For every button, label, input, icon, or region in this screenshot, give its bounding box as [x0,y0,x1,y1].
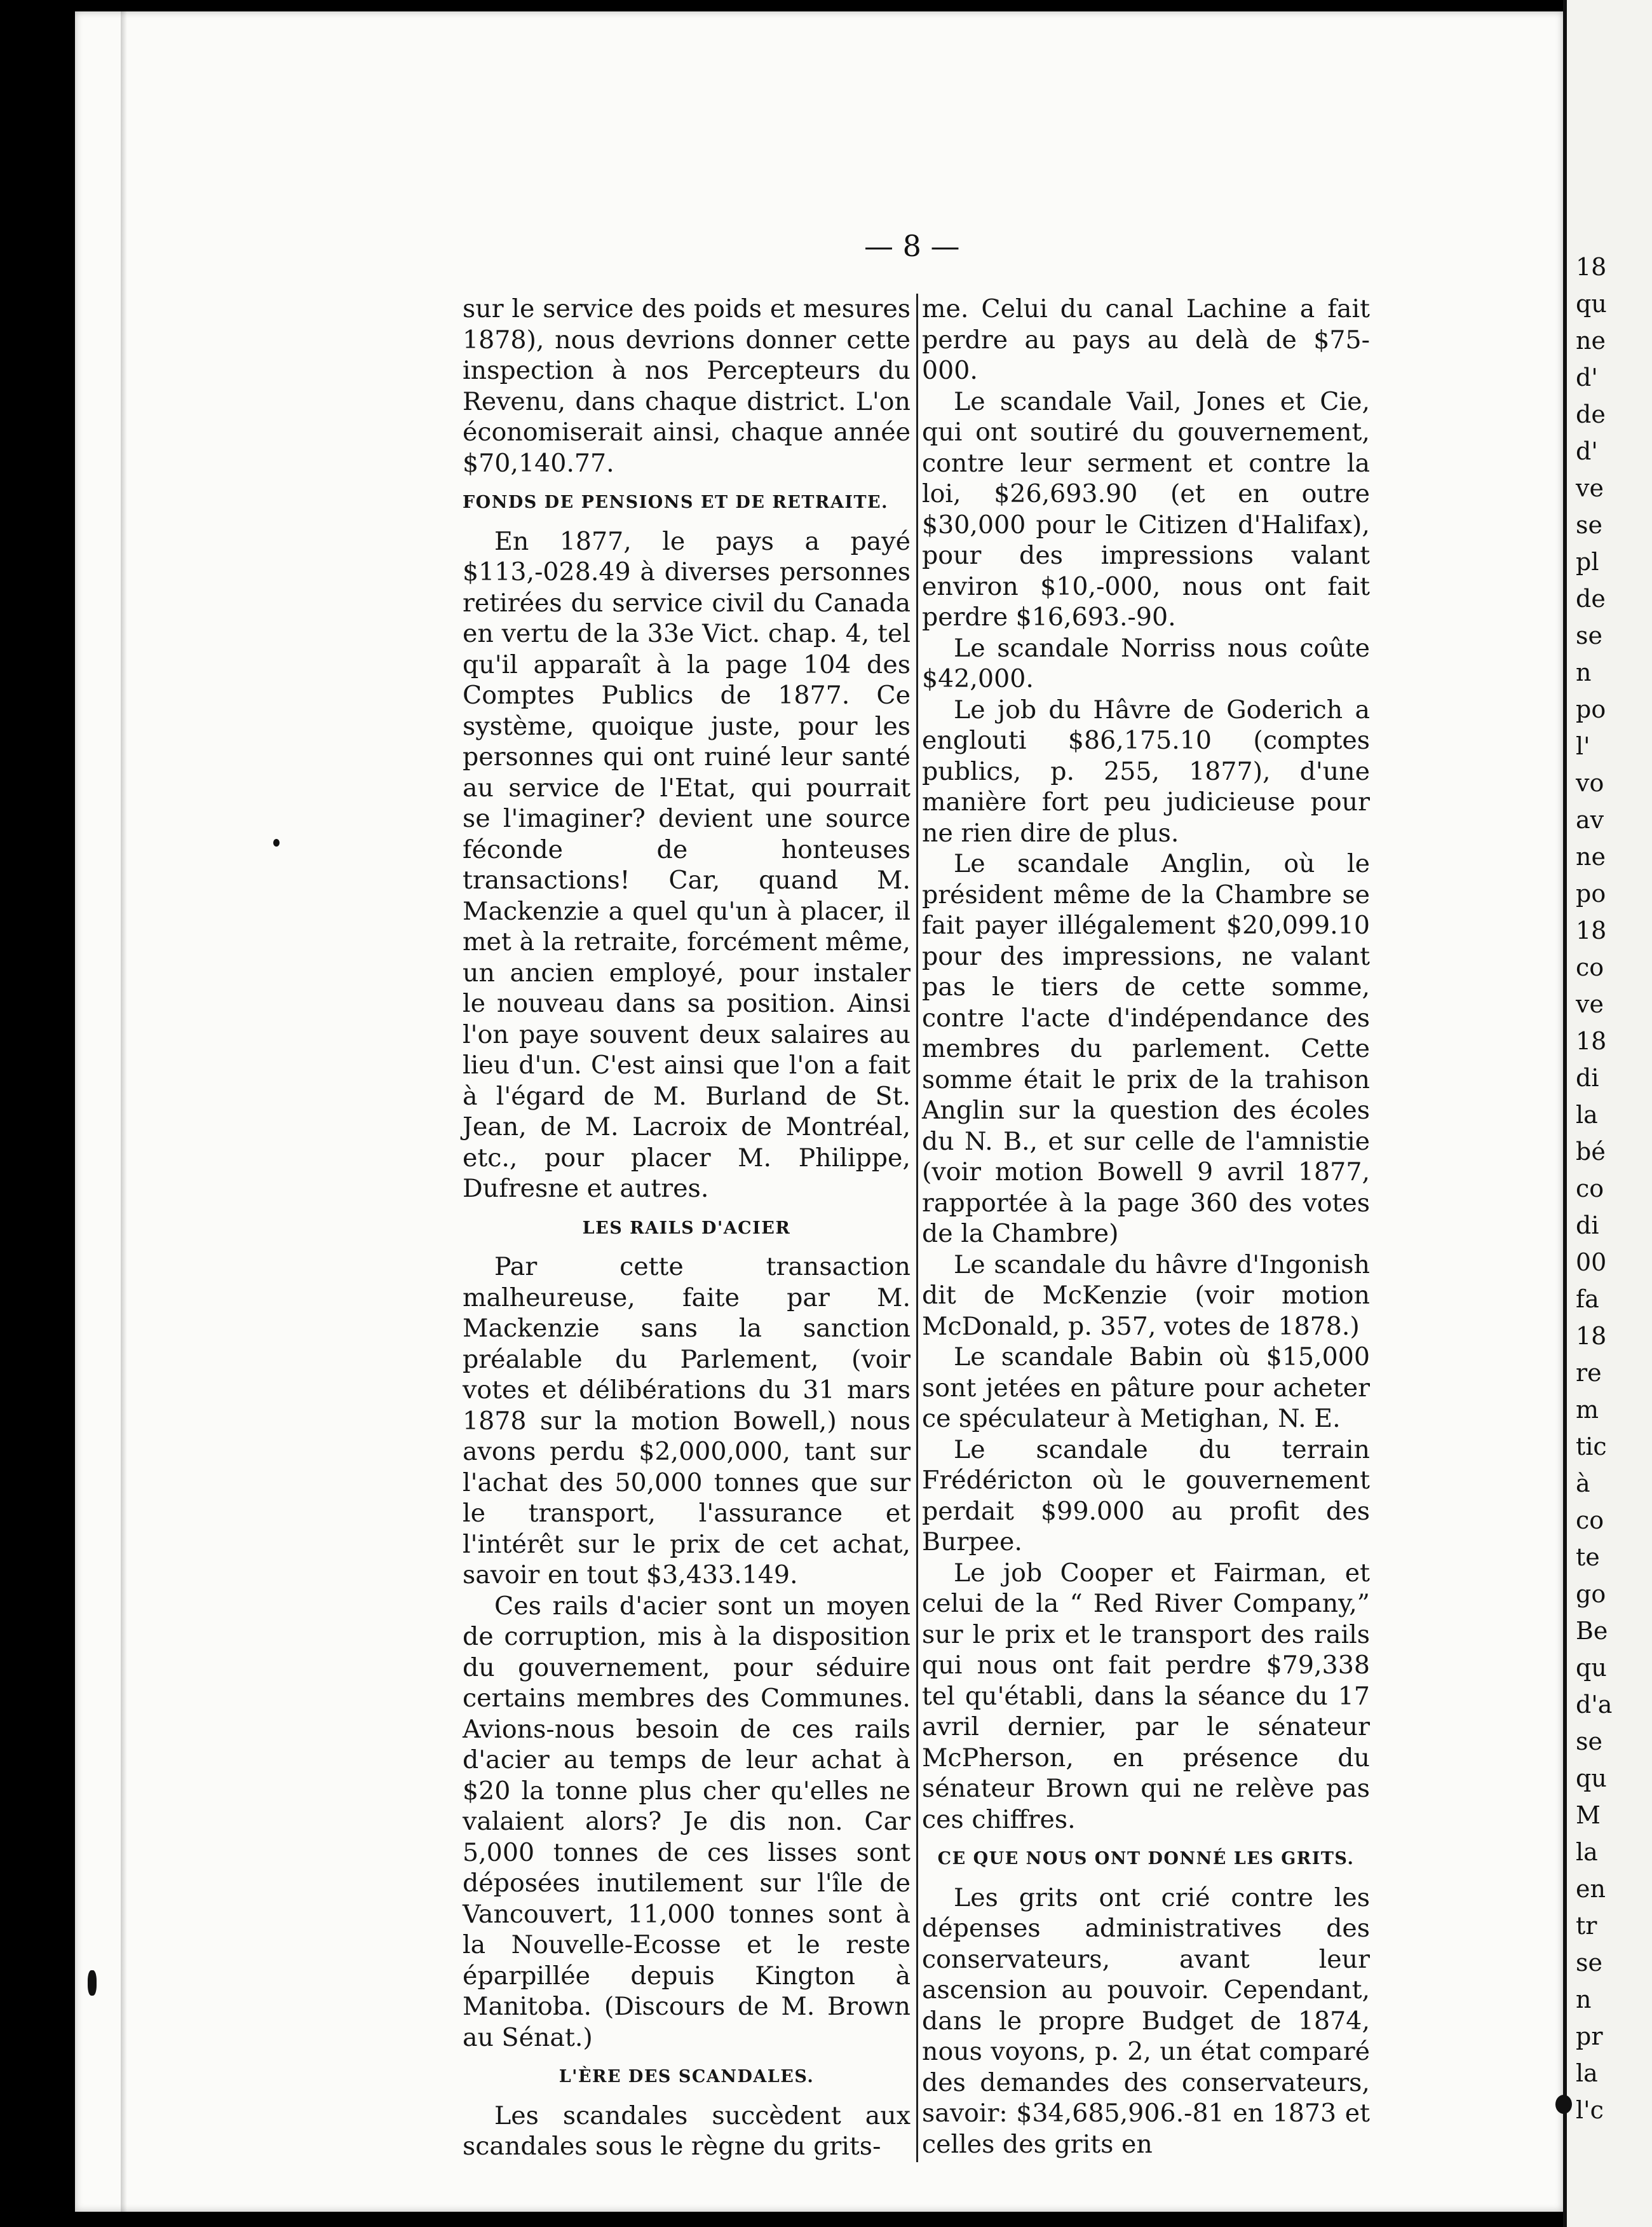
adjacent-page-fragment: se [1576,511,1602,539]
adjacent-page-fragment: 18 [1576,1322,1607,1350]
adjacent-page-fragment: av [1576,806,1604,834]
paragraph: Le scandale Norriss nous coûte $42,000. [922,633,1370,693]
paragraph: Les grits ont crié contre les dépenses administratives des conservateurs, avant leur ascension au pouvoir. Cependant, dans le propre Budget de 1874, nous voyons, p. 2, un état comparé des demandes des conservateurs, savoir: $34,685,906.-81 en 1873 et celles des grits en [922,1883,1370,2159]
left-column [463,294,911,2162]
adjacent-page-fragment: à [1576,1469,1590,1497]
adjacent-page-fragment: l' [1576,732,1590,760]
adjacent-page-fragment: fa [1576,1285,1599,1313]
adjacent-page-fragment: pr [1576,2022,1603,2050]
adjacent-page-fragment: 18 [1576,1027,1607,1055]
adjacent-page-fragment: en [1576,1875,1606,1903]
right-column [922,294,1370,2160]
paragraph: Le scandale Vail, Jones et Cie, qui ont soutiré du gouvernement, contre leur serment et contre la loi, $26,693.90 (et en outre $30,000 pour le Citizen d'Halifax), pour des impressions valant environ $10,-000, nous ont fait perdre $16,693.-90. [922,386,1370,632]
adjacent-page-fragment: vo [1576,769,1604,797]
adjacent-page-fragment: la [1576,2059,1598,2087]
adjacent-page-fragment: 00 [1576,1248,1607,1276]
adjacent-page-fragment: d' [1576,437,1598,465]
adjacent-page-fragment: l'c [1576,2096,1604,2124]
adjacent-page-fragment: d' [1576,364,1598,392]
adjacent-page-fragment: ve [1576,990,1604,1018]
adjacent-page-fragment: qu [1576,1654,1607,1682]
adjacent-page-fragment: 18 [1576,916,1607,944]
paragraph: Le scandale Anglin, où le président même de la Chambre se fait payer illégalement $20,099.10 pour des impressions, ne valant pas le tiers de cette somme, contre l'acte d'indépendance des membres du parlement. Cette somme était le prix de la trahison Anglin sur la question des écoles du N. B., et sur celle de l'amnistie (voir motion Bowell 9 avril 1877, rapportée à la page 360 des votes de la Chambre) [922,849,1370,1248]
ink-blot [273,839,280,847]
adjacent-page-fragment: po [1576,880,1606,908]
adjacent-page-fragment: re [1576,1359,1602,1387]
adjacent-page-fragment: se [1576,1949,1602,1977]
section-heading: FONDS DE PENSIONS ET DE RETRAITE. [463,493,889,512]
adjacent-page-fragment: d'a [1576,1691,1613,1719]
adjacent-page-fragment: go [1576,1580,1606,1608]
adjacent-page-fragment: se [1576,622,1602,650]
adjacent-page-fragment: Be [1576,1617,1608,1645]
paragraph: En 1877, le pays a payé $113,-028.49 à diverses personnes retirées du service civil du Canada en vertu de la 33e Vict. chap. 4, tel qu'il apparaît à la page 104 des Comptes Publics de 1877. Ce système, quoique juste, pour les personnes qui ont ruiné leur santé au service de l'Etat, qui pourrait se l'imaginer? devient une source féconde de honteuses transactions! Car, quand M. Mackenzie a quel qu'un à placer, il met à la retraite, forcément même, un ancien employé, pour instaler le nouveau dans sa position. Ainsi l'on paye souvent deux salaires au lieu d'un. C'est ainsi que l'on a fait à l'égard de M. Burland de St. Jean, de M. Lacroix de Montréal, etc., pour placer M. Philippe, Dufresne et autres. [463,526,911,1203]
adjacent-page-fragment: de [1576,585,1606,613]
paragraph: Le scandale du hâvre d'Ingonish dit de McKenzie (voir motion McDonald, p. 357, votes de 1878.) [922,1250,1370,1341]
adjacent-page-fragment: qu [1576,290,1607,318]
adjacent-page-fragment: ne [1576,327,1606,355]
adjacent-page-fragment: bé [1576,1138,1606,1166]
adjacent-page-fragment: n [1576,1985,1592,2013]
adjacent-page-fragment: tic [1576,1433,1607,1461]
ink-blot [88,1970,97,1996]
paragraph: Le job Cooper et Fairman, et celui de la “ Red River Company,” sur le prix et le transport des rails qui nous ont fait perdre $79,338 tel qu'établi, dans la séance du 17 avril dernier, par le sénateur McPherson, en présence du sénateur Brown qui ne relève pas ces chiffres. [922,1558,1370,1834]
adjacent-page-fragment: de [1576,400,1606,428]
adjacent-page-fragment: se [1576,1727,1602,1755]
adjacent-page-fragment: n [1576,658,1592,686]
ink-blot [1555,2095,1572,2114]
paragraph: sur le service des poids et mesures 1878), nous devrions donner cette inspection à nos Percepteurs du Revenu, dans chaque district. L'on économiserait ainsi, chaque année $70,140.77. [463,294,911,478]
adjacent-page-fragment: ne [1576,843,1606,871]
adjacent-page-fragment: pl [1576,548,1599,576]
binding-shadow [121,11,127,2212]
adjacent-page-fragment: la [1576,1101,1598,1129]
adjacent-page-fragment: tr [1576,1912,1597,1940]
adjacent-page-fragment: la [1576,1838,1598,1866]
adjacent-page-fragment: M [1576,1801,1601,1829]
paragraph: Le job du Hâvre de Goderich a englouti $86,175.10 (comptes publics, p. 255, 1877), d'une manière fort peu judicieuse pour ne rien dire de plus. [922,695,1370,848]
page-number: — 8 — [864,229,960,263]
section-heading: LES RAILS D'ACIER [582,1218,791,1238]
adjacent-page-edge [1563,0,1652,2227]
adjacent-page-fragment: po [1576,695,1606,723]
adjacent-page-fragment: m [1576,1396,1599,1424]
adjacent-page-fragment: 18 [1576,253,1607,281]
paragraph: Ces rails d'acier sont un moyen de corruption, mis à la disposition du gouvernement, pour séduire certains membres des Communes. Avions-nous besoin de ces rails d'acier au temps de leur achat à $20 la tonne plus cher qu'elles ne valaient alors? Je dis non. Car 5,000 tonnes de ces lisses sont déposées inutilement sur l'île de Vancouvert, 11,000 tonnes sont à la Nouvelle-Ecosse et le reste éparpillée depuis Kington à Manitoba. (Discours de M. Brown au Sénat.) [463,1591,911,2052]
adjacent-page-fragment: di [1576,1064,1599,1092]
adjacent-page-fragment: co [1576,1506,1604,1534]
adjacent-page-fragment: ve [1576,474,1604,502]
adjacent-page-fragment: co [1576,953,1604,981]
adjacent-page-fragment: te [1576,1543,1600,1571]
paragraph: me. Celui du canal Lachine a fait perdre au pays au delà de $75-000. [922,294,1370,385]
adjacent-page-fragment: qu [1576,1764,1607,1792]
column-divider [916,294,918,2162]
section-heading: L'ÈRE DES SCANDALES. [559,2067,815,2087]
paragraph: Le scandale du terrain Frédéricton où le gouvernement perdait $99.000 au profit des Burpee. [922,1434,1370,1556]
paragraph: Par cette transaction malheureuse, faite par M. Mackenzie sans la sanction préalable du Parlement, (voir votes et délibérations du 31 mars 1878 sur la motion Bowell,) nous avons perdu $2,000,000, tant sur l'achat des 50,000 tonnes que sur le transport, l'assurance et l'intérêt sur le prix de cet achat, savoir en tout $3,433.149. [463,1252,911,1590]
adjacent-page-fragment: di [1576,1211,1599,1239]
adjacent-page-fragment: co [1576,1175,1604,1202]
paragraph: Les scandales succèdent aux scandales sous le règne du grits- [463,2101,911,2161]
paragraph: Le scandale Babin où $15,000 sont jetées en pâture pour acheter ce spéculateur à Metighan, N. E. [922,1342,1370,1433]
section-heading: CE QUE NOUS ONT DONNÉ LES GRITS. [937,1849,1355,1869]
